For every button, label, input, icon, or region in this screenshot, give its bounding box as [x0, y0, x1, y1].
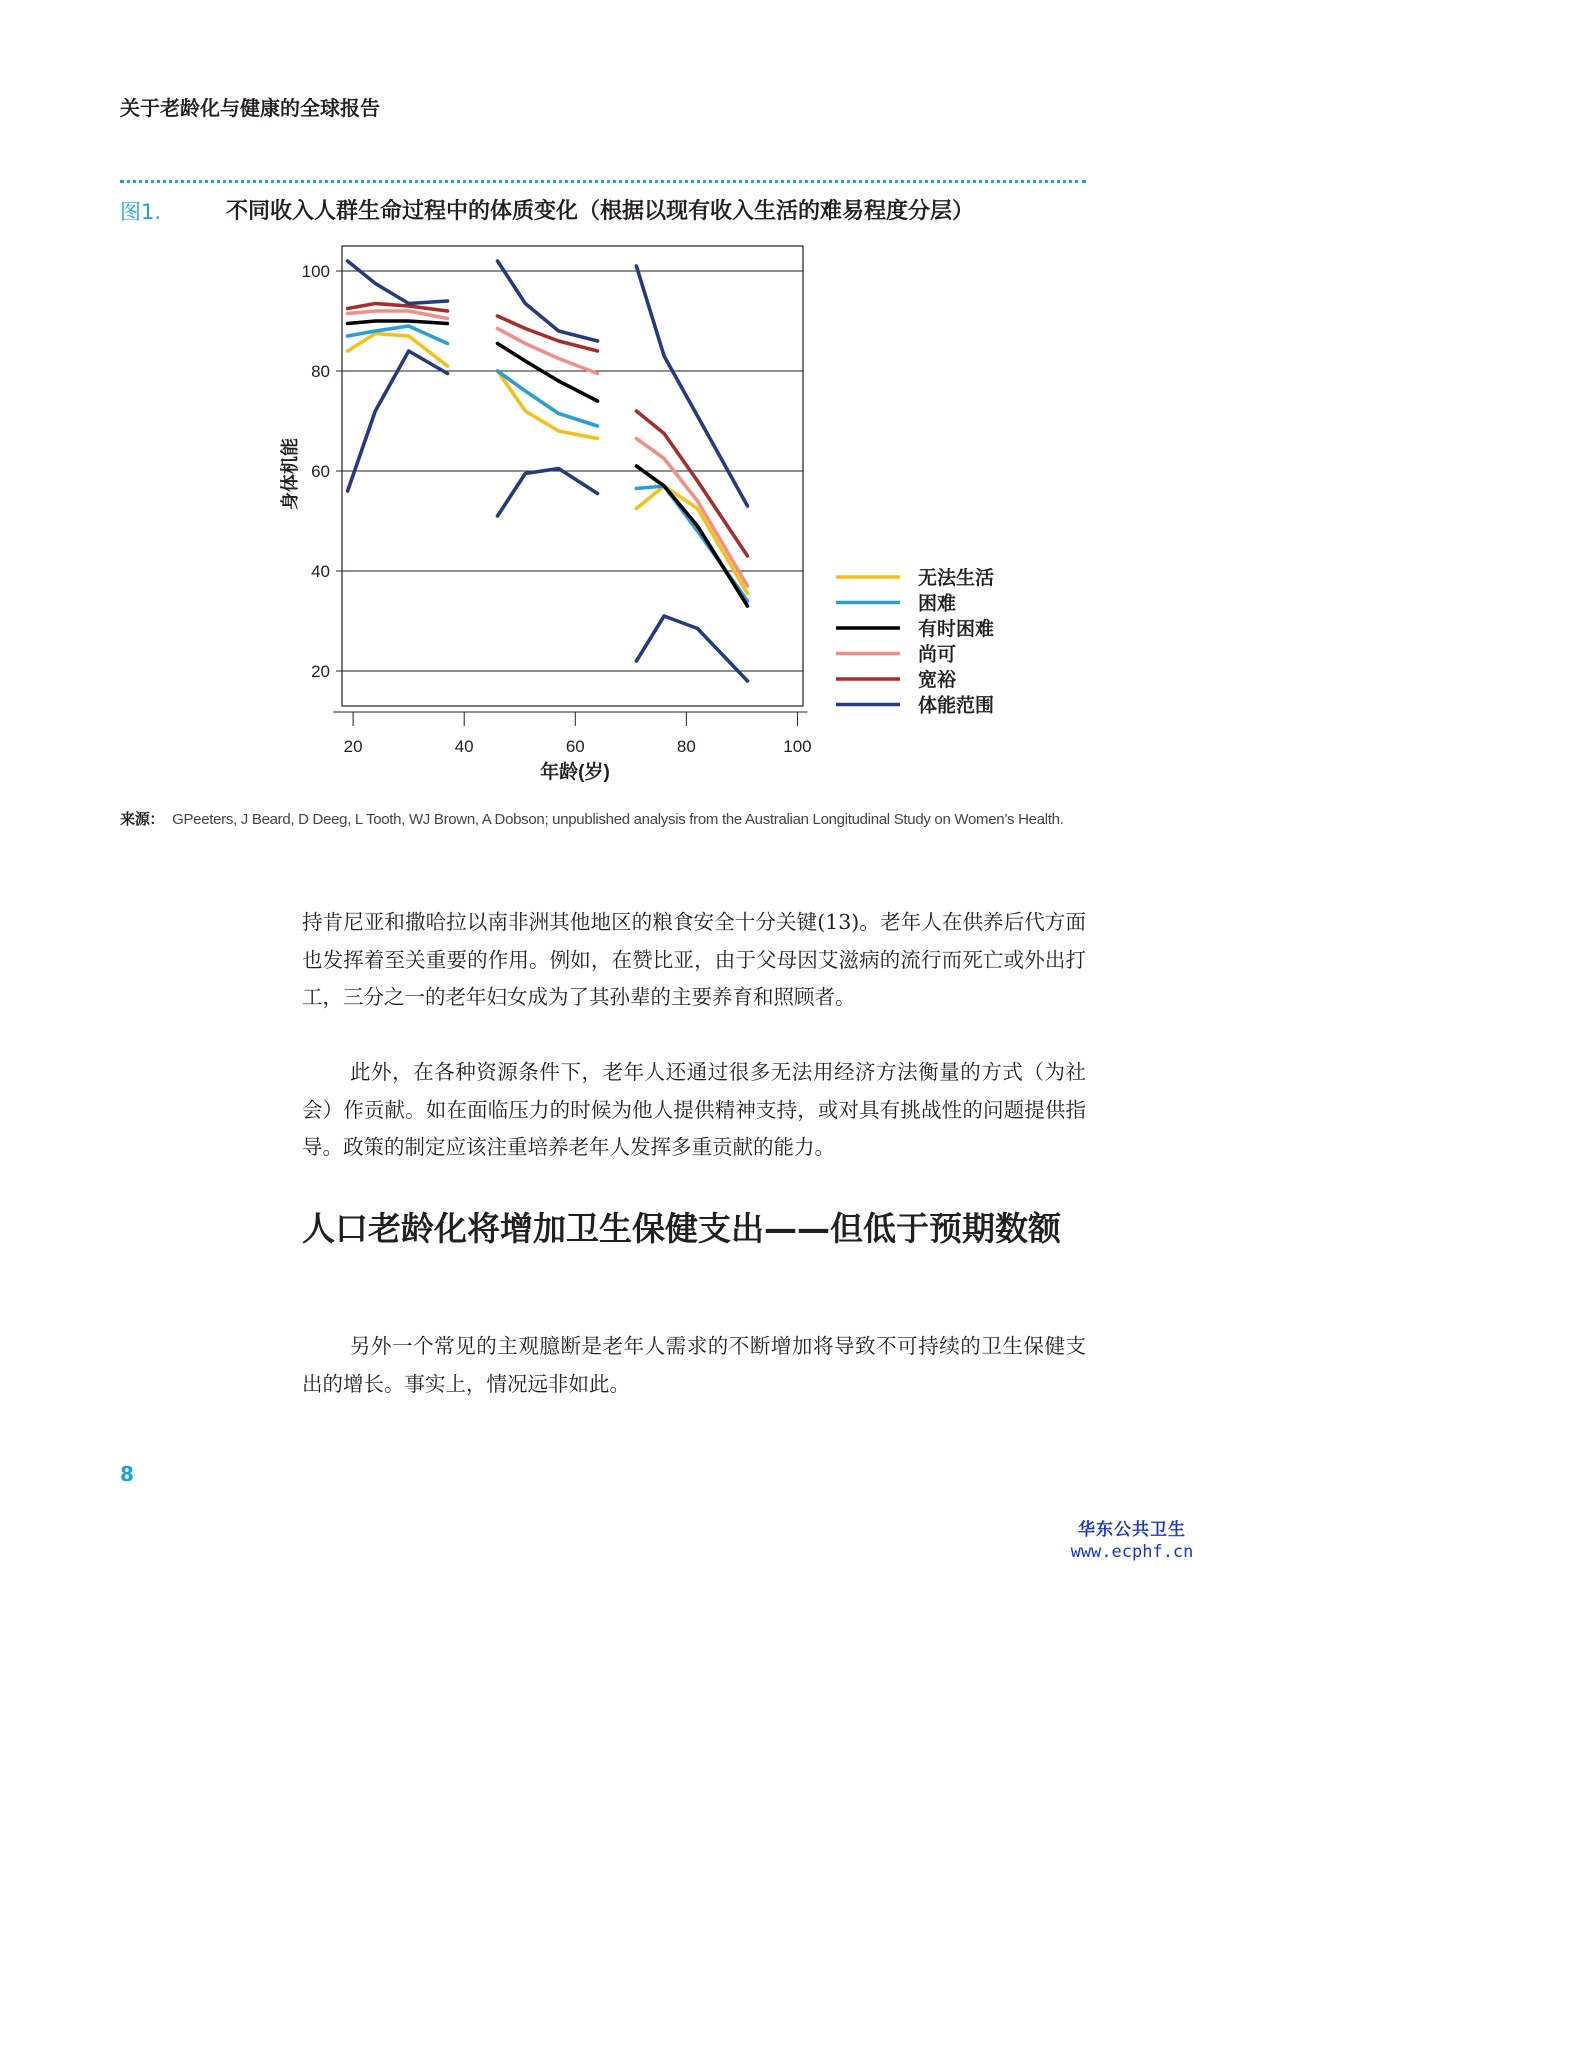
series-line-6-segment-1 — [348, 261, 448, 304]
series-line-3-segment-1 — [348, 321, 448, 324]
body-paragraph-2: 此外，在各种资源条件下，老年人还通过很多无法用经济方法衡量的方式（为社会）作贡献。如在面临压力的时候为他人提供精神支持，或对具有挑战性的问题提供指导。政策的制定应该注重培养老年人发挥多重贡献的能力。 — [302, 1060, 1086, 1159]
series-line-6-segment-2 — [498, 261, 598, 341]
legend-label-4: 尚可 — [918, 643, 957, 666]
x-tick-label: 20 — [343, 737, 363, 756]
running-header: 关于老龄化与健康的全球报告 — [120, 96, 380, 120]
legend-label-6: 体能范围 — [918, 694, 995, 717]
source-note — [120, 808, 1100, 829]
watermark-url: www.ecphf.cn — [1070, 1542, 1194, 1562]
watermark — [1052, 1515, 1212, 1562]
section-heading: 人口老龄化将增加卫生保健支出——但低于预期数额 — [302, 1209, 1061, 1248]
physical-function-chart — [0, 0, 1224, 800]
y-tick-label: 80 — [311, 362, 330, 381]
y-axis-label: 身体机能 — [280, 438, 301, 510]
y-tick-label: 40 — [311, 562, 330, 581]
body-paragraph-3: 另外一个常见的主观臆断是老年人需求的不断增加将导致不可持续的卫生保健支出的增长。事实上，情况远非如此。 — [302, 1334, 1086, 1396]
chart-grid — [342, 271, 803, 671]
series-line-6-segment-5 — [498, 469, 598, 517]
watermark-name: 华东公共卫生 — [1078, 1520, 1186, 1540]
y-tick-label: 60 — [311, 462, 330, 481]
legend-label-3: 有时困难 — [918, 618, 995, 640]
legend-label-2: 困难 — [918, 592, 957, 615]
series-line-2-segment-2 — [498, 371, 598, 426]
x-tick-label: 80 — [676, 737, 696, 756]
series-line-4-segment-1 — [348, 311, 448, 319]
x-tick-label: 60 — [565, 737, 585, 756]
series-line-5-segment-3 — [636, 411, 747, 556]
series-line-6-segment-4 — [348, 351, 448, 491]
figure-title: 不同收入人群生命过程中的体质变化（根据以现有收入生活的难易程度分层） — [226, 199, 975, 224]
y-tick-label: 20 — [311, 662, 330, 681]
page-number: 8 — [120, 1462, 134, 1486]
source-text: GPeeters, J Beard, D Deeg, L Tooth, WJ Brown, A Dobson; unpublished analysis from the Australian Longitudinal Study on Women’s Health. — [172, 811, 1064, 828]
legend-label-5: 宽裕 — [918, 669, 957, 691]
x-tick-label: 40 — [454, 737, 474, 756]
x-tick-label: 100 — [783, 737, 812, 756]
chart-axes — [302, 262, 812, 756]
y-tick-label: 100 — [301, 262, 330, 281]
x-axis-label: 年龄(岁) — [540, 762, 610, 783]
source-label: 来源： — [120, 811, 165, 828]
legend-label-1: 无法生活 — [918, 567, 995, 589]
figure-label: 图1. — [120, 200, 162, 224]
chart-legend — [836, 566, 994, 717]
body-paragraph-1: 持肯尼亚和撒哈拉以南非洲其他地区的粮食安全十分关键(13)。老年人在供养后代方面也发挥着至关重要的作用。例如，在赞比亚，由于父母因艾滋病的流行而死亡或外出打工，三分之一的老年妇女成为了其孙辈的主要养育和照顾者。 — [302, 910, 1086, 1009]
